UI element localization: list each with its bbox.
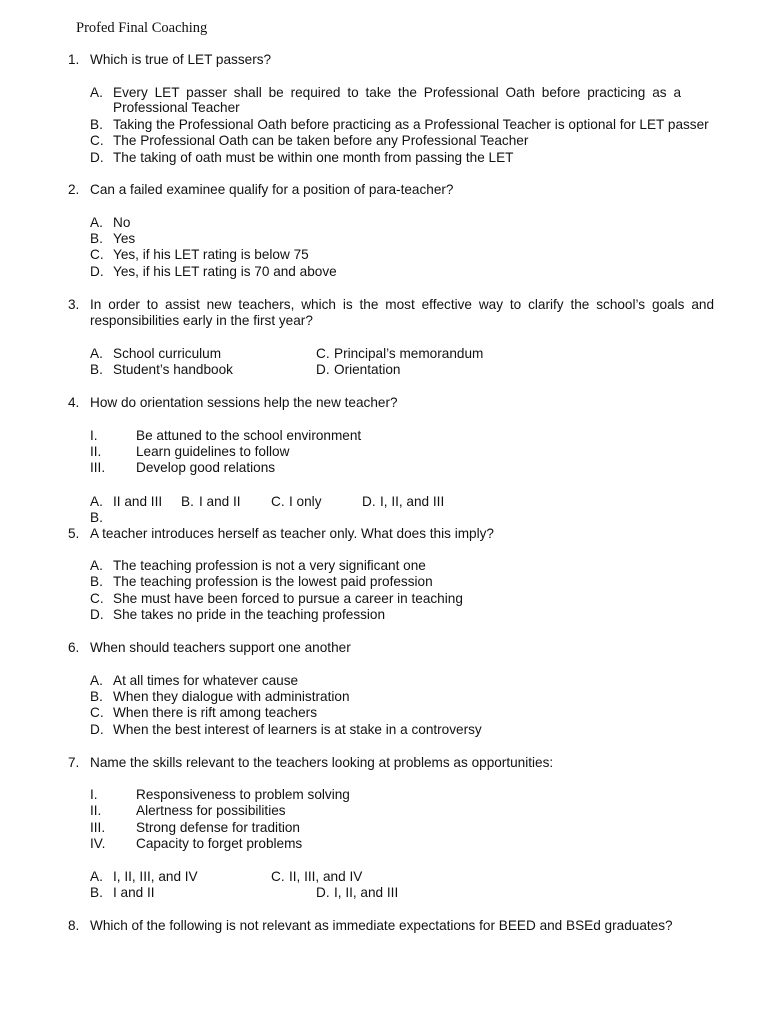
option-letter: B. <box>90 362 103 377</box>
option-letter: A. <box>90 869 103 884</box>
question-text: Which is true of LET passers? <box>90 52 272 67</box>
option-text: II and III <box>113 494 163 509</box>
option-text: I only <box>289 494 322 509</box>
roman-numeral: II. <box>90 803 102 818</box>
question-text: When should teachers support one another <box>90 640 351 655</box>
option-text: No <box>113 215 131 230</box>
option-text: When they dialogue with administration <box>113 689 350 704</box>
option-letter: C. <box>271 869 285 884</box>
roman-numeral: II. <box>90 444 102 459</box>
option-letter: C. <box>271 494 285 509</box>
question-text: How do orientation sessions help the new teacher? <box>90 395 398 410</box>
option-letter: A. <box>90 494 103 509</box>
option-text: Taking the Professional Oath before practicing as a Professional Teacher is optional for LET passer <box>113 117 709 132</box>
option-text: I and II <box>113 885 155 900</box>
option-letter: D. <box>362 494 376 509</box>
option-letter: B. <box>90 231 103 246</box>
option-letter: D. <box>90 264 104 279</box>
option-text: When there is rift among teachers <box>113 705 317 720</box>
option-text: Yes, if his LET rating is 70 and above <box>113 264 337 279</box>
question-text-continued: responsibilities early in the first year? <box>90 313 313 328</box>
option-letter: D. <box>316 885 330 900</box>
question-text: A teacher introduces herself as teacher only. What does this imply? <box>90 526 494 541</box>
option-letter: B. <box>90 689 103 704</box>
option-text: Principal’s memorandum <box>334 346 484 361</box>
option-text: Student’s handbook <box>113 362 233 377</box>
option-letter: D. <box>316 362 330 377</box>
option-text: The Professional Oath can be taken before any Professional Teacher <box>113 133 529 148</box>
option-text: I, II, and III <box>334 885 399 900</box>
question-text: In order to assist new teachers, which is the most effective way to clarify the school’s goals and <box>90 297 714 312</box>
roman-numeral: I. <box>90 787 98 802</box>
option-text: Every LET passer shall be required to take the Professional Oath before practicing as a <box>113 85 681 100</box>
question-number: 1. <box>68 52 80 67</box>
roman-numeral: III. <box>90 820 106 835</box>
roman-numeral: IV. <box>90 836 106 851</box>
option-text: She takes no pride in the teaching profession <box>113 607 386 622</box>
option-text: The teaching profession is the lowest paid profession <box>113 574 433 589</box>
question-number: 6. <box>68 640 80 655</box>
option-text: She must have been forced to pursue a career in teaching <box>113 591 463 606</box>
option-letter: A. <box>90 346 103 361</box>
option-letter: A. <box>90 85 103 100</box>
option-text: II, III, and IV <box>289 869 363 884</box>
option-letter: A. <box>90 215 103 230</box>
option-text: School curriculum <box>113 346 222 361</box>
option-letter: B. <box>90 885 103 900</box>
option-letter: C. <box>90 591 104 606</box>
option-text: I and II <box>199 494 241 509</box>
question-text: Can a failed examinee qualify for a position of para-teacher? <box>90 182 454 197</box>
option-text: Yes, if his LET rating is below 75 <box>113 247 309 262</box>
option-text: When the best interest of learners is at stake in a controversy <box>113 722 482 737</box>
option-text: The taking of oath must be within one month from passing the LET <box>113 150 514 165</box>
option-letter: D. <box>90 150 104 165</box>
question-text: Which of the following is not relevant as immediate expectations for BEED and BSEd graduates? <box>90 918 673 933</box>
option-text: At all times for whatever cause <box>113 673 299 688</box>
question-number: 3. <box>68 297 80 312</box>
option-letter: B. <box>90 574 103 589</box>
option-letter: C. <box>90 247 104 262</box>
option-letter: D. <box>90 722 104 737</box>
option-letter: B. <box>181 494 194 509</box>
item-text: Responsiveness to problem solving <box>136 787 350 802</box>
option-text: Orientation <box>334 362 401 377</box>
option-text: The teaching profession is not a very significant one <box>113 558 426 573</box>
option-text: Yes <box>113 231 136 246</box>
option-letter: C. <box>90 133 104 148</box>
item-text: Strong defense for tradition <box>136 820 300 835</box>
question-number: 8. <box>68 918 80 933</box>
question-number: 2. <box>68 182 80 197</box>
option-letter: C. <box>90 705 104 720</box>
option-text: I, II, III, and IV <box>113 869 198 884</box>
option-text: I, II, and III <box>380 494 445 509</box>
item-text: Alertness for possibilities <box>136 803 286 818</box>
question-number: 7. <box>68 755 80 770</box>
question-text: Name the skills relevant to the teachers looking at problems as opportunities: <box>90 755 554 770</box>
roman-numeral: I. <box>90 428 98 443</box>
question-number: 5. <box>68 526 80 541</box>
option-letter: A. <box>90 558 103 573</box>
document-title: Profed Final Coaching <box>76 20 208 36</box>
item-text: Develop good relations <box>136 460 276 475</box>
roman-numeral: III. <box>90 460 106 475</box>
option-text-continued: Professional Teacher <box>113 100 240 115</box>
option-letter: C. <box>316 346 330 361</box>
option-letter: B. <box>90 117 103 132</box>
item-text: Capacity to forget problems <box>136 836 303 851</box>
question-number: 4. <box>68 395 80 410</box>
item-text: Learn guidelines to follow <box>136 444 290 459</box>
item-text: Be attuned to the school environment <box>136 428 362 443</box>
option-letter: D. <box>90 607 104 622</box>
option-letter: A. <box>90 673 103 688</box>
stray-option-letter: B. <box>90 510 103 525</box>
